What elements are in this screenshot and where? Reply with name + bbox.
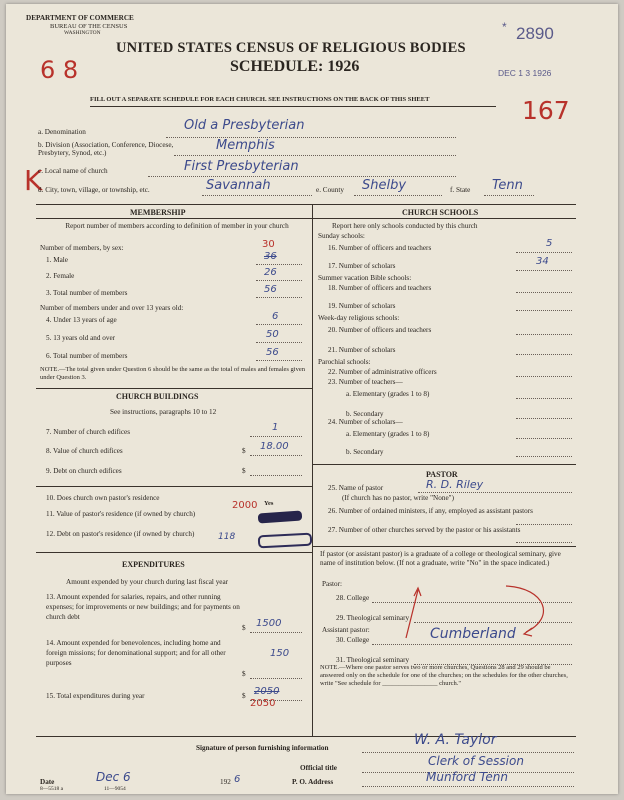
q5-value: 50 xyxy=(266,329,279,340)
q28-label: 28. College xyxy=(336,594,370,602)
year-value: 6 xyxy=(234,774,241,785)
buildings-top-rule xyxy=(36,388,312,389)
q18-line xyxy=(516,292,572,293)
signature-line xyxy=(362,752,574,753)
red-annotation-left: 6 8 xyxy=(40,56,79,84)
q11-scribble xyxy=(258,510,303,523)
state-value: Tenn xyxy=(492,178,523,193)
red-annotation-right: 167 xyxy=(522,96,570,125)
schedule-title: SCHEDULE: 1926 xyxy=(230,58,360,75)
frame-top xyxy=(36,204,576,205)
stamp-number: 2890 xyxy=(516,24,554,43)
local-name-line xyxy=(148,176,456,177)
q7-line xyxy=(250,436,302,437)
pastor-sub-label: Pastor: xyxy=(322,580,342,588)
q13-label: 13. Amount expended for salaries, repairs, and other running expenses; for improvements or new buildings; and for payments on church debt xyxy=(46,593,240,621)
q5-line xyxy=(256,342,302,343)
q24b-line xyxy=(516,456,572,457)
pastor-note: NOTE.—Where one pastor serves two or more churches, Questions 28 and 29 should be answered only on the schedule for one of the churches; on the schedules for the other churches, write "See schedule for _________________ church." xyxy=(320,664,568,687)
q10-label: 10. Does church own pastor's residence xyxy=(46,494,160,502)
q25-label: 25. Name of pastor xyxy=(328,484,384,492)
q7-value: 1 xyxy=(272,422,279,433)
po-address-value: Munford Tenn xyxy=(426,770,508,784)
q27-label: 27. Number of other churches served by the pastor or his assistants xyxy=(328,526,521,534)
q24a-label: a. Elementary (grades 1 to 8) xyxy=(346,430,430,438)
q2-label: 2. Female xyxy=(46,272,75,280)
q20-label: 20. Number of officers and teachers xyxy=(328,326,432,334)
state-label: f. State xyxy=(450,186,471,194)
q7-label: 7. Number of church edifices xyxy=(46,428,131,436)
denomination-line xyxy=(166,137,456,138)
q16-line xyxy=(516,252,572,253)
q27-line xyxy=(516,542,572,543)
division-line xyxy=(174,155,456,156)
expend-heading: EXPENDITURES xyxy=(122,560,185,569)
denomination-value: Old a Presbyterian xyxy=(184,118,305,133)
instruction-line: FILL OUT A SEPARATE SCHEDULE FOR EACH CHURCH. SEE INSTRUCTIONS ON THE BACK OF THIS SHEET xyxy=(90,96,430,103)
q21-label: 21. Number of scholars xyxy=(328,346,396,354)
q10-rule xyxy=(36,486,312,487)
schools-rule xyxy=(312,218,576,219)
q30-line xyxy=(372,644,572,645)
q4-label: 4. Under 13 years of age xyxy=(46,316,117,324)
red-arrow-marks xyxy=(386,580,566,640)
city-field-label: d. City, town, village, or township, etc. xyxy=(38,186,150,194)
q29-label: 29. Theological seminary xyxy=(336,614,410,622)
q24a-line xyxy=(516,438,572,439)
signature-label: Signature of person furnishing information xyxy=(196,744,329,752)
q30-label: 30. College xyxy=(336,636,370,644)
membership-heading: MEMBERSHIP xyxy=(130,208,186,217)
q6-label: 6. Total number of members xyxy=(46,352,128,360)
city-value: Savannah xyxy=(206,178,271,193)
official-title-label: Official title xyxy=(300,764,337,772)
q22-label: 22. Number of administrative officers xyxy=(328,368,437,376)
q25-sub: (If church has no pastor, write "None") xyxy=(342,494,454,502)
q15-value: 2050 xyxy=(254,686,280,697)
q5-label: 5. 13 years old and over xyxy=(46,334,116,342)
q3-label: 3. Total number of members xyxy=(46,289,128,297)
date-label: Date xyxy=(40,778,55,786)
q1-label: 1. Male xyxy=(46,256,68,264)
pastor-top-rule xyxy=(312,464,576,465)
po-line xyxy=(362,786,574,787)
state-line xyxy=(484,195,534,196)
buildings-heading: CHURCH BUILDINGS xyxy=(116,392,199,401)
local-name-label: c. Local name of church xyxy=(38,167,108,175)
county-line xyxy=(354,195,442,196)
q8-value: 18.00 xyxy=(260,441,289,452)
q11-correction: 2000 xyxy=(232,500,258,511)
county-value: Shelby xyxy=(362,178,407,193)
q2-value: 26 xyxy=(264,267,277,278)
assistant-label: Assistant pastor: xyxy=(322,626,370,634)
q18-label: 18. Number of officers and teachers xyxy=(328,284,432,292)
by-sex-label: Number of members, by sex: xyxy=(40,244,124,252)
grad-note: If pastor (or assistant pastor) is a graduate of a college or theological seminary, give name of institution below. (If not a graduate, write "No" in the space indicated.) xyxy=(320,550,561,567)
q14-label: 14. Amount expended for benevolences, including home and foreign missions; for denominational support; and for all other purposes xyxy=(46,639,226,667)
local-name-value: First Presbyterian xyxy=(184,159,299,174)
schools-sub: Report here only schools conducted by this church xyxy=(332,222,478,230)
sunday-label: Sunday schools: xyxy=(318,232,365,240)
q12-value: 118 xyxy=(218,532,236,542)
parochial-label: Parochial schools: xyxy=(318,358,371,366)
q17-line xyxy=(516,270,572,271)
weekday-label: Week-day religious schools: xyxy=(318,314,400,322)
q19-line xyxy=(516,310,572,311)
age-head-label: Number of members under and over 13 years old: xyxy=(40,304,184,312)
q16-label: 16. Number of officers and teachers xyxy=(328,244,432,252)
year-prefix: 192 xyxy=(220,778,231,786)
po-address-label: P. O. Address xyxy=(292,778,334,786)
city-label: WASHINGTON xyxy=(64,30,101,36)
q23b-line xyxy=(516,418,572,419)
received-stamp-date: DEC 1 3 1926 xyxy=(498,68,552,78)
q8-line xyxy=(250,455,302,456)
q23a-line xyxy=(516,398,572,399)
q17-label: 17. Number of scholars xyxy=(328,262,396,270)
q23a-label: a. Elementary (grades 1 to 8) xyxy=(346,390,430,398)
yes-label: Yes xyxy=(264,500,274,507)
star-mark: * xyxy=(502,20,507,34)
q12-label: 12. Debt on pastor's residence (if owned by church) xyxy=(46,530,195,538)
division-value: Memphis xyxy=(216,138,275,153)
membership-sub: Report number of members according to definition of member in your church xyxy=(65,222,289,230)
q6-line xyxy=(256,360,302,361)
q26-line xyxy=(516,524,572,525)
q19-label: 19. Number of scholars xyxy=(328,302,396,310)
print-number: 11—9054 xyxy=(104,786,126,792)
q17-value: 34 xyxy=(536,256,549,267)
q24-label: 24. Number of scholars— xyxy=(328,418,403,426)
q3-value: 56 xyxy=(264,284,277,295)
q1-value: 36 xyxy=(264,251,277,262)
signature-value: W. A. Taylor xyxy=(414,732,497,748)
q3-line xyxy=(256,297,302,298)
instruction-underline xyxy=(90,106,496,107)
q8-label: 8. Value of church edifices xyxy=(46,447,123,455)
dept-label: DEPARTMENT OF COMMERCE xyxy=(26,14,134,22)
q13-line xyxy=(250,632,302,633)
q15-correction: 2050 xyxy=(250,698,276,709)
q11-label: 11. Value of pastor's residence (if owned by church) xyxy=(46,510,196,518)
form-title: UNITED STATES CENSUS OF RELIGIOUS BODIES xyxy=(116,40,466,56)
q9-label: 9. Debt on church edifices xyxy=(46,467,122,475)
q14-value: 150 xyxy=(270,648,290,659)
pastor-heading: PASTOR xyxy=(426,470,458,479)
q9-line xyxy=(250,475,302,476)
q20-line xyxy=(516,334,572,335)
q4-line xyxy=(256,324,302,325)
q25-line xyxy=(418,492,572,493)
q31-label: 31. Theological seminary xyxy=(336,656,410,664)
buildings-sub: See instructions, paragraphs 10 to 12 xyxy=(110,408,217,416)
membership-note: NOTE.—The total given under Question 6 should be the same as the total of males and females given under Question 3. xyxy=(40,366,305,381)
q15-line xyxy=(250,700,302,701)
county-label: e. County xyxy=(316,186,344,194)
official-title-value: Clerk of Session xyxy=(428,754,524,768)
q23b-label: b. Secondary xyxy=(346,410,384,418)
q16-value: 5 xyxy=(546,238,553,249)
division-label: b. Division (Association, Conference, Diocese, Presbytery, Synod, etc.) xyxy=(38,141,174,157)
red-annotation-k: K xyxy=(24,164,43,197)
q13-value: 1500 xyxy=(256,618,282,629)
q21-line xyxy=(516,354,572,355)
expend-sub: Amount expended by your church during last fiscal year xyxy=(66,578,229,586)
q2-line xyxy=(256,280,302,281)
q25-value: R. D. Riley xyxy=(426,478,484,491)
denomination-label: a. Denomination xyxy=(38,128,86,136)
q6-value: 56 xyxy=(266,347,279,358)
q1-correction: 30 xyxy=(262,239,275,250)
grad-rule xyxy=(312,546,576,547)
q23-label: 23. Number of teachers— xyxy=(328,378,403,386)
q30-value: Cumberland xyxy=(430,626,516,642)
q24b-label: b. Secondary xyxy=(346,448,384,456)
city-line xyxy=(202,195,312,196)
q1-line xyxy=(256,264,302,265)
q14-line xyxy=(250,678,302,679)
census-schedule-page: DEPARTMENT OF COMMERCE BUREAU OF THE CENSUS WASHINGTON UNITED STATES CENSUS OF RELIGIOUS BODIES SCHEDULE: 1926 6 8 * 2890 DEC 1 3 1926 167 K FILL OUT A SEPARATE SCHEDULE FOR EACH CHURCH. SEE INSTRUCTIONS ON THE BACK OF THIS SHEET a. Denomination Old a Presbyterian b. Division (Association, Conference, Diocese, Presbytery, Synod, etc.) Memphis c. Local name of church First Presbyterian d. City, town, village, or township, etc. Savannah e. County Shelby f. State Tenn MEMBERSHIP Report number of members according to definition of member in your church Number of members, by sex: 1. Male 30 36 2. Female 26 3. Total number of members 56 Number of members under and over 13 years old: 4. Under 13 years of age 6 5. 13 years old and over 50 6. Total number of members 56 NOTE.—The total given under Question 6 should be the same as the total of males and females given under Question 3. CHURCH BUILDINGS See instructions, paragraphs 10 to 12 7. Number of church edifices 1 8. Value of church edifices $ 18.00 9. Debt on church edifices $ 10. Does church own pastor's residence Yes 11. Value of pastor's residence (if owned by church) 2000 12. Debt on pastor's residence (if owned by church) 118 EXPENDITURES Amount expended by your church during last fiscal year 13. Amount expended for salaries, repairs, and other running expenses; for improvements or new buildings; and for payments on church debt $ 1500 14. Amount expended for benevolences, including home and foreign missions; for denominational support; and for all other purposes 150 $ 15. Total expenditures during year $ 2050 2050 CHURCH SCHOOLS Report here only schools conducted by this church Sunday schools: 16. Number of officers and teachers 5 17. Number of scholars 34 Summer vacation Bible schools: 18. Number of officers and teachers 19. Number of scholars Week-day religious schools: 20. Number of officers and teachers 21. Number of scholars Parochial schools: 22. Number of administrative officers 23. Number of teachers— a. Elementary (grades 1 to 8) b. Secondary 24. Number of scholars— a. Elementary (grades 1 to 8) b. Secondary PASTOR 25. Name of pastor R. D. Riley (If church has no pastor, write "None") 26. Number of ordained ministers, if any, employed as assistant pastors 27. Number of other churches served by the pastor or his assistants If pastor (or assistant pastor) is a graduate of a college or theological seminary, give name of institution below. (If not a graduate, write "No" in the space indicated.) Pastor: 28. College 29. Theological seminary Assistant pastor: 30. College Cumberland 31. Theological seminary NOTE.—Where one pastor serves two or more churches, Questions 28 and 29 should be answered only on the schedule for one of the churches; on the schedules for the other churches, write "See schedule for _________________ church." Signature of person furnishing information W. A. Taylor Official title Clerk of Session Date Dec 6 192 6 P. O. Address Munford Tenn 8—5518 a 11—9054 xyxy=(6,4,618,794)
summer-label: Summer vacation Bible schools: xyxy=(318,274,412,282)
form-number: 8—5518 a xyxy=(40,786,64,792)
schools-heading: CHURCH SCHOOLS xyxy=(402,208,479,217)
expend-top-rule xyxy=(36,552,312,553)
date-value: Dec 6 xyxy=(96,770,131,784)
q12-scribble xyxy=(258,533,313,549)
bureau-label: BUREAU OF THE CENSUS xyxy=(50,23,128,30)
membership-rule xyxy=(36,218,312,219)
q22-line xyxy=(516,376,572,377)
q4-value: 6 xyxy=(272,311,279,322)
q15-label: 15. Total expenditures during year xyxy=(46,692,145,700)
column-divider xyxy=(312,204,313,736)
q26-label: 26. Number of ordained ministers, if any, employed as assistant pastors xyxy=(328,507,533,515)
